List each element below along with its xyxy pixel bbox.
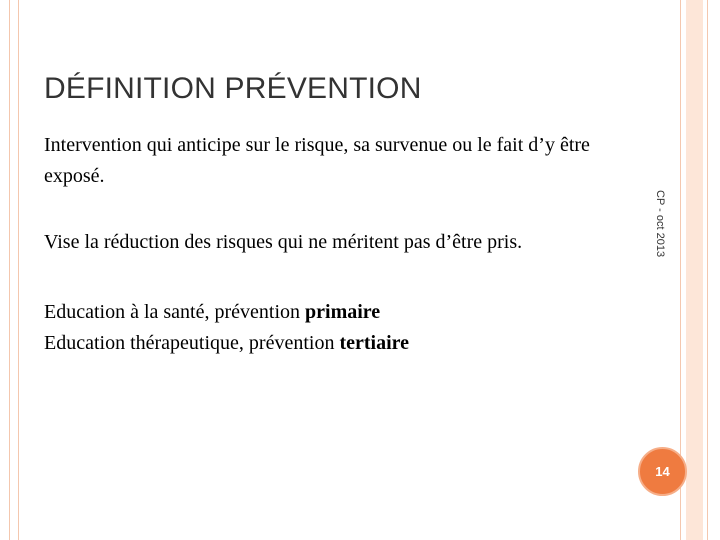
side-label: CP - oct 2013 (654, 190, 666, 258)
page-number: 14 (655, 464, 670, 479)
example-line-primary-text: Education à la santé, prévention (44, 301, 306, 323)
example-line-tertiary-bold: tertiaire (339, 332, 410, 354)
example-line-primary (44, 297, 409, 328)
paragraph-aim: Vise la réduction des risques qui ne méritent pas d’être pris. (44, 231, 523, 253)
paragraph-definition: Intervention qui anticipe sur le risque, sa survenue ou le fait d’y être exposé. (44, 134, 590, 187)
example-line-tertiary-text: Education thérapeutique, prévention (44, 332, 340, 354)
slide-title: DÉFINITION PRÉVENTION (44, 72, 422, 105)
page-number-badge (638, 447, 687, 496)
example-line-tertiary (44, 328, 409, 359)
paragraph-examples (44, 297, 409, 359)
example-line-primary-bold: primaire (305, 301, 381, 323)
